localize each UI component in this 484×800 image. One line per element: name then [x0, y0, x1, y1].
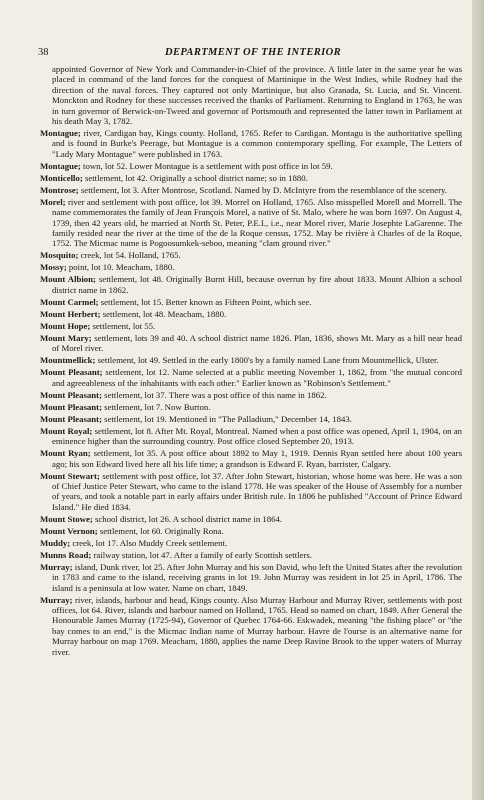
entry-mount-stowe: Mount Stowe; school district, lot 26. A school district name in 1864.	[40, 513, 283, 524]
entry-montague-town: Montague; town, lot 52. Lower Montague is a settlement with post office in lot 59.	[40, 160, 333, 171]
entry-mount-royal: Mount Royal; settlement, lot 8. After Mt. Royal, Montreal. Named when a post office was opened, April 1, 1904, on an eminence higher than the surrounding country. Post office closed September 20, 1913.	[40, 425, 462, 447]
entry-mount-stewart: Mount Stewart; settlement with post office, lot 37. After John Stewart, historian, whose home was here. He was a son of Chief Justice Peter Stewart, who came to the island 1778. He was speaker of the House of Assembly for a number of years, and took a notable part in early affairs under British rule. In 1806 he published "Account of Prince Edward Island." He died 1834.	[40, 470, 462, 512]
entry-monticello: Monticello; settlement, lot 42. Originally a school district name; so in 1880.	[40, 172, 308, 183]
entry-mount-herbert: Mount Herbert; settlement, lot 48. Meacham, 1880.	[40, 308, 227, 319]
entry-mount-pleasant-lot7: Mount Pleasant; settlement, lot 7. Now Burton.	[40, 401, 211, 412]
entry-munns-road: Munns Road; railway station, lot 47. After a family of early Scottish settlers.	[40, 549, 312, 560]
entry-mount-hope: Mount Hope; settlement, lot 55.	[40, 320, 156, 331]
entry-mount-vernon: Mount Vernon; settlement, lot 60. Originally Rona.	[40, 525, 224, 536]
entry-murray-river: Murray; river, islands, harbour and head, Kings county. Also Murray Harbour and Murray River, settlements with post offices, lot 64. River, islands and harbour named on Holland, 1765. Head so named on chart, 1849. After General the Honourable James Murray (1725-94), Governor of Quebec 1764-66. Eskwadek, meaning "the fishing place" or "the bay comes to an end," is the Micmac Indian name of Murray harbour. Havre de l'ourse is an alternative name for Murray harbour on map 1769. Meacham, 1880, applies the name Deep Ravine Brook to the upper waters of Murray river.	[40, 594, 462, 657]
entry-murray-island: Murray; island, Dunk river, lot 25. After John Murray and his son David, who left the United States after the revolution in 1783 and came to the island, receiving grants in lot 19. John Murray was resident in lot 25 in April, 1786. The island is a peninsula at low water. Name on chart, 1849.	[40, 561, 462, 593]
page-number: 38	[38, 47, 49, 58]
entry-mount-albion: Mount Albion; settlement, lot 48. Originally Burnt Hill, because overrun by fire about 1833. Mount Albion a school district name in 1862.	[40, 274, 463, 295]
entry-mount-pleasant-lot19: Mount Pleasant; settlement, lot 19. Mentioned in "The Palladium," December 14, 1843.	[40, 413, 352, 424]
entry-mountmellick: Mountmellick; settlement, lot 49. Settled in the early 1800's by a family named Lane from Mountmellick, Ulster.	[40, 355, 439, 366]
entry-mosquito: Mosquito; creek, lot 54. Holland, 1765.	[40, 250, 181, 261]
entry-continuation: appointed Governor of New York and Commander-in-Chief of the province. A little later in the same year he was placed in command of the land forces for the conquest of Martinique in the West Indies, while Rodney had the direction of the naval forces. They captured not only Martinique, but also Granada, St. Lucia, and St. Vincent. Monckton and Rodney for these successes received the thanks of Parliament. Returning to England in 1763, he was in turn governor of Berwick-on-Tweed and governor of Portsmouth and represented the latter town in Parliament at his death May 3, 1782.	[52, 64, 462, 127]
entry-mount-ryan: Mount Ryan; settlement, lot 35. A post office about 1892 to May 1, 1919. Dennis Ryan settled here about 100 years ago; his son Edward lived here all his life time; a grandson is Edward F. Ryan, barrister, Calgary.	[40, 448, 462, 469]
page-header	[38, 46, 468, 60]
entry-mossy: Mossy; point, lot 10. Meacham, 1880.	[40, 262, 175, 273]
entry-mount-mary: Mount Mary; settlement, lots 39 and 40. A school district name 1826. Plan, 1836, shows Mt. Mary as a hill near head of Morel river.	[40, 332, 462, 354]
gazetteer-entries	[40, 64, 462, 659]
running-title: DEPARTMENT OF THE INTERIOR	[165, 47, 341, 58]
page-edge-shadow	[472, 0, 484, 800]
entry-muddy: Muddy; creek, lot 17. Also Muddy Creek settlement.	[40, 537, 228, 548]
entry-montague-river: Montague; river, Cardigan bay, Kings county. Holland, 1765. Refer to Cardigan. Montagu is the authoritative spelling and is found in Burke's Peerage, but Montague is a common contemporary spelling. For example, The Letters of "Lady Mary Montague" were published in 1763.	[40, 128, 462, 159]
entry-mount-pleasant-lot12: Mount Pleasant; settlement, lot 12. Name selected at a public meeting November 1, 1862, from "the mutual concord and agreeableness of the inhabitants with each other." Earlier known as "Robinson's Settlement."	[40, 367, 462, 388]
entry-mount-pleasant-lot37: Mount Pleasant; settlement, lot 37. There was a post office of this name in 1862.	[40, 389, 327, 400]
entry-morel: Morel; river and settlement with post office, lot 39. Morrel on Holland, 1765. Also misspelled Morell and Morrell. The name commemorates the family of Jean François Morel, a native of St. Malo, where he was born 1697. On August 4, 1739, then 42 years old, he married at North St. Peter, P.E.I., i.e., near Morel river, Marie Josephte LaGarenne. The family resided near the river at the time of the de la Roque census, 1752. May be rivière à Charles of de la Roque, 1752. The Micmac name is Pogoosumkek-seboo, meaning "clam ground river."	[40, 196, 462, 249]
entry-montrose: Montrose; settlement, lot 3. After Montrose, Scotland. Named by D. McIntyre from the resemblance of the scenery.	[40, 184, 448, 195]
entry-mount-carmel: Mount Carmel; settlement, lot 15. Better known as Fifteen Point, which see.	[40, 296, 312, 307]
